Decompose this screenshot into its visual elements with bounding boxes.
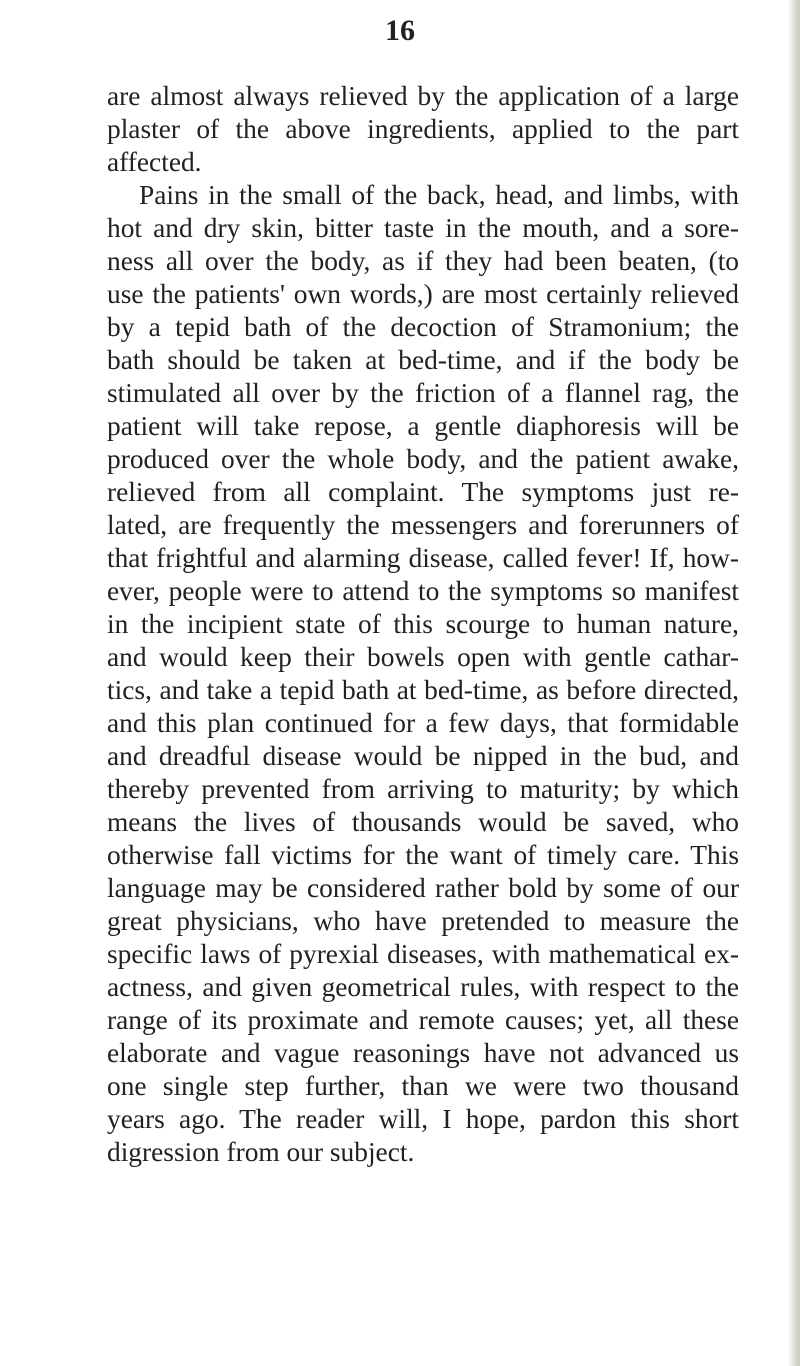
text-line: Pains in the small of the back, head, and limbs, with (139, 180, 739, 210)
text-line: lated, are frequently the messengers and forerunners of (107, 510, 739, 540)
text-line: that frightful and alarming disease, called fever! If, how- (107, 543, 739, 573)
text-line: thereby prevented from arriving to maturity; by which (107, 774, 739, 804)
page-edge (788, 0, 800, 1366)
text-line: otherwise fall victims for the want of timely care. This (107, 840, 739, 870)
text-line: and this plan continued for a few days, that formidable (107, 708, 739, 738)
text-line: range of its proximate and remote causes; yet, all these (107, 1005, 739, 1035)
text-line: in the incipient state of this scourge to human nature, (107, 609, 739, 639)
text-line: patient will take repose, a gentle diaphoresis will be (107, 411, 739, 441)
page-number: 16 (385, 14, 415, 47)
text-line: one single step further, than we were two thousand (107, 1071, 739, 1101)
page-text (107, 80, 739, 1169)
text-line: years ago. The reader will, I hope, pardon this short (107, 1104, 739, 1134)
text-line: digression from our subject. (107, 1137, 415, 1167)
text-line: bath should be taken at bed-time, and if the body be (107, 345, 739, 375)
text-line: elaborate and vague reasonings have not advanced us (107, 1038, 739, 1068)
text-line: and dreadful disease would be nipped in the bud, and (107, 741, 739, 771)
text-line: and would keep their bowels open with gentle cathar- (107, 642, 739, 672)
text-line: stimulated all over by the friction of a flannel rag, the (107, 378, 739, 408)
text-line: language may be considered rather bold by some of our (107, 873, 739, 903)
text-line: affected. (107, 147, 202, 177)
text-line: ness all over the body, as if they had been beaten, (to (107, 246, 739, 276)
text-line: ever, people were to attend to the symptoms so manifest (107, 576, 739, 606)
text-line: relieved from all complaint. The symptoms just re- (107, 477, 739, 507)
text-line: are almost always relieved by the application of a large (107, 81, 739, 111)
text-line: plaster of the above ingredients, applied to the part (107, 114, 739, 144)
text-line: actness, and given geometrical rules, with respect to the (107, 972, 739, 1002)
text-line: by a tepid bath of the decoction of Stramonium; the (107, 312, 739, 342)
text-line: use the patients' own words,) are most certainly relieved (107, 279, 739, 309)
text-line: great physicians, who have pretended to measure the (107, 906, 739, 936)
paragraph (107, 80, 739, 179)
text-line: means the lives of thousands would be saved, who (107, 807, 739, 837)
paragraph (107, 179, 739, 1169)
text-line: produced over the whole body, and the patient awake, (107, 444, 739, 474)
text-line: hot and dry skin, bitter taste in the mouth, and a sore- (107, 213, 739, 243)
text-line: specific laws of pyrexial diseases, with mathematical ex- (107, 939, 739, 969)
text-line: tics, and take a tepid bath at bed-time, as before directed, (107, 675, 739, 705)
